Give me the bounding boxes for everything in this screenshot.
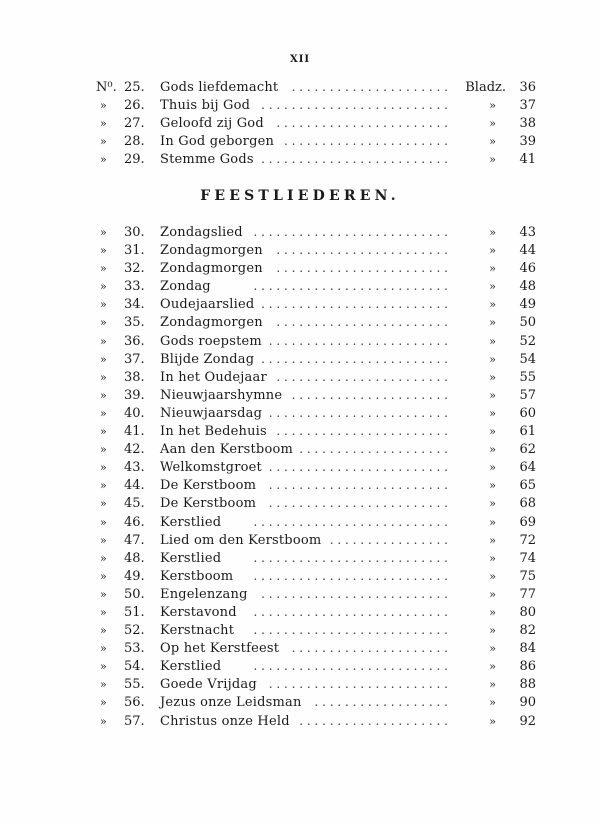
entry-number: 48.	[124, 550, 145, 566]
dot-leader-box	[256, 96, 448, 114]
page-prefix: »	[489, 226, 496, 239]
entry-marker: »	[100, 262, 107, 276]
toc-entry	[96, 585, 536, 603]
entry-title: Geloofd zij God	[160, 116, 264, 132]
dot-leader-box	[285, 639, 448, 657]
dot-leader-box	[327, 531, 448, 549]
page-prefix: »	[489, 425, 496, 439]
entry-title: Lied om den Kerstboom	[160, 532, 322, 548]
dot-leader: . . . . . . . . . . . . . . . . . . . . . . . . .	[261, 98, 448, 113]
entry-number: 26.	[124, 98, 145, 114]
dot-leader: . . . . . . . . . . . . . . . . . . . . . . . . . .	[253, 279, 448, 294]
dot-leader-box	[227, 549, 448, 567]
page-prefix: »	[489, 533, 496, 547]
dot-leader-box	[262, 494, 448, 512]
entry-number: 29.	[124, 152, 145, 168]
entry-page: 52	[519, 333, 536, 349]
entry-page: 64	[519, 460, 536, 476]
dot-leader-box	[280, 132, 448, 150]
entry-title: Zondagmorgen	[160, 261, 263, 277]
toc-entry	[96, 675, 536, 693]
dot-leader: . . . . . . . . . . . . . . . . . . . . . . . . . .	[253, 568, 448, 583]
dot-leader-box	[240, 621, 448, 639]
entry-page: 46	[519, 261, 536, 277]
toc-entry	[96, 549, 536, 567]
dot-leader-box	[268, 458, 448, 476]
entry-page: 38	[519, 116, 536, 132]
entry-page: 61	[519, 424, 536, 440]
entry-page: 39	[519, 134, 536, 150]
entry-title: De Kerstboom	[160, 478, 257, 494]
entry-marker: »	[100, 425, 107, 439]
dot-leader-box	[227, 657, 448, 675]
entry-title: Kerstlied	[160, 514, 222, 530]
entry-page: 72	[519, 532, 536, 548]
entry-marker: »	[100, 334, 107, 348]
entry-title: Blijde Zondag	[160, 351, 255, 367]
entry-title: Kerstlied	[160, 550, 222, 566]
entry-number: 42.	[124, 442, 145, 458]
entry-page: 60	[519, 405, 536, 421]
entry-marker: »	[100, 370, 107, 384]
page-prefix: »	[489, 262, 496, 276]
toc-entry	[96, 350, 536, 368]
entry-page: 41	[519, 152, 536, 168]
entry-marker: »	[100, 551, 107, 565]
dot-leader-box	[269, 313, 448, 331]
page-prefix: »	[489, 678, 496, 692]
dot-leader: . . . . . . . . . . . . . . . . . . . . . . . . .	[261, 351, 448, 366]
dot-leader: . . . . . . . . . . . . . . . . . . . . . . .	[276, 369, 448, 384]
dot-leader-box	[239, 567, 448, 585]
dot-leader: . . . . . . . . . . . . . . . . . . . . . . .	[276, 315, 448, 330]
page-prefix: Bladz.	[465, 80, 506, 95]
toc-entry	[96, 277, 536, 295]
page-prefix: »	[489, 370, 496, 384]
entry-title: In God geborgen	[160, 134, 275, 150]
entry-number: 34.	[124, 297, 145, 313]
entry-marker: »	[100, 587, 107, 601]
entry-marker: »	[100, 678, 107, 692]
toc-entry	[96, 422, 536, 440]
dot-leader: . . . . . . . . . . . . . . . . . . . . . . . . .	[261, 586, 448, 601]
page-prefix: »	[489, 334, 496, 348]
entry-marker: »	[100, 605, 107, 619]
toc-entry	[96, 404, 536, 422]
entry-marker: »	[100, 515, 107, 529]
toc-list-feestliederen	[96, 223, 536, 730]
entry-marker: »	[100, 696, 107, 710]
page-prefix: »	[489, 551, 496, 565]
entry-title: Zondag	[160, 279, 211, 295]
dot-leader: . . . . . . . . . . . . . . . . . . . . . . .	[276, 243, 448, 258]
page-prefix: »	[489, 714, 496, 728]
entry-number: 44.	[124, 478, 145, 494]
dot-leader-box	[269, 259, 448, 277]
entry-marker: »	[100, 714, 107, 728]
page-prefix: »	[489, 642, 496, 656]
page-prefix: »	[489, 696, 496, 710]
entry-marker: »	[100, 388, 107, 402]
entry-marker: »	[100, 298, 107, 312]
entry-marker: »	[100, 244, 107, 258]
page-prefix: »	[489, 117, 496, 131]
entry-marker: »	[100, 153, 107, 167]
dot-leader-box	[296, 712, 448, 730]
page-prefix: »	[489, 280, 496, 294]
entry-title: Op het Kerstfeest	[160, 641, 280, 657]
dot-leader: . . . . . . . . . . . . . . . . . . . . . . . . .	[261, 297, 448, 312]
toc-entry	[96, 241, 536, 259]
entry-marker: »	[100, 352, 107, 366]
toc-entry	[96, 639, 536, 657]
dot-leader: . . . . . . . . . . . . . . . .	[329, 532, 448, 547]
entry-title: Aan den Kerstboom	[160, 442, 294, 458]
entry-marker: »	[100, 624, 107, 638]
dot-leader-box	[260, 350, 448, 368]
entry-number: 43.	[124, 460, 145, 476]
dot-leader: . . . . . . . . . . . . . . . . . . . . . .	[283, 134, 448, 149]
entry-number: 47.	[124, 532, 145, 548]
entry-marker: »	[100, 479, 107, 493]
dot-leader: . . . . . . . . . . . . . . . . . . . .	[299, 713, 448, 728]
page-prefix: »	[489, 479, 496, 493]
entry-number: 37.	[124, 351, 145, 367]
entry-title: Zondagmorgen	[160, 315, 263, 331]
entry-page: 49	[519, 297, 536, 313]
page-prefix: »	[489, 443, 496, 457]
page-prefix: »	[489, 244, 496, 258]
entry-marker: N⁰.	[96, 80, 117, 95]
entry-marker: »	[100, 99, 107, 113]
entry-page: 80	[519, 604, 536, 620]
dot-leader-box	[288, 386, 448, 404]
entry-marker: »	[100, 117, 107, 131]
page-prefix: »	[489, 461, 496, 475]
entry-title: Kerstnacht	[160, 623, 235, 639]
entry-title: Nieuwjaarshymne	[160, 387, 283, 403]
toc-list-top	[96, 78, 536, 168]
toc-entry	[96, 259, 536, 277]
entry-title: Thuis bij God	[160, 98, 251, 114]
entry-title: Oudejaarslied	[160, 297, 255, 313]
toc-entry	[96, 313, 536, 331]
entry-number: 53.	[124, 641, 145, 657]
entry-marker: »	[100, 280, 107, 294]
entry-marker: »	[100, 135, 107, 149]
entry-page: 88	[519, 677, 536, 693]
toc-entry	[96, 295, 536, 313]
dot-leader: . . . . . . . . . . . . . . . . . . . . . . . .	[268, 333, 448, 348]
dot-leader: . . . . . . . . . . . . . . . . . . . . . . .	[276, 424, 448, 439]
dot-leader: . . . . . . . . . . . . . . . . . . . . . . . . .	[261, 152, 448, 167]
entry-page: 50	[519, 315, 536, 331]
dot-leader-box	[270, 114, 448, 132]
toc-entry	[96, 96, 536, 114]
entry-number: 35.	[124, 315, 145, 331]
dot-leader-box	[260, 150, 448, 168]
toc-entry	[96, 223, 536, 241]
entry-page: 48	[519, 279, 536, 295]
entry-marker: »	[100, 660, 107, 674]
page-prefix: »	[489, 497, 496, 511]
entry-page: 69	[519, 514, 536, 530]
entry-number: 56.	[124, 695, 145, 711]
dot-leader-box	[268, 404, 448, 422]
dot-leader-box	[268, 332, 448, 350]
entry-number: 25.	[124, 80, 145, 95]
dot-leader: . . . . . . . . . . . . . . . . . . . . .	[291, 80, 448, 94]
dot-leader: . . . . . . . . . . . . . . . . . . . . . . . .	[268, 460, 448, 475]
entry-page: 90	[519, 695, 536, 711]
entry-number: 33.	[124, 279, 145, 295]
dot-leader: . . . . . . . . . . . . . . . . . . . . . . . .	[268, 677, 448, 692]
toc-entry	[96, 513, 536, 531]
entry-page: 37	[519, 98, 536, 114]
dot-leader: . . . . . . . . . . . . . . . . . . . . . . . . . .	[253, 514, 448, 529]
dot-leader: . . . . . . . . . . . . . . . . . . . . .	[291, 387, 448, 402]
dot-leader-box	[262, 476, 448, 494]
dot-leader: . . . . . . . . . . . . . . . . . . . . . . .	[276, 261, 448, 276]
entry-number: 49.	[124, 568, 145, 584]
entry-page: 86	[519, 659, 536, 675]
dot-leader: . . . . . . . . . . . . . . . . . . . . .	[291, 641, 448, 656]
page-prefix: »	[489, 406, 496, 420]
entry-marker: »	[100, 461, 107, 475]
toc-entry	[96, 567, 536, 585]
entry-page: 74	[519, 550, 536, 566]
entry-page: 65	[519, 478, 536, 494]
page-prefix: »	[489, 624, 496, 638]
page-prefix: »	[489, 135, 496, 149]
entry-number: 50.	[124, 586, 145, 602]
dot-leader-box	[260, 295, 448, 313]
entry-page: 55	[519, 369, 536, 385]
entry-marker: »	[100, 533, 107, 547]
dot-leader: . . . . . . . . . . . . . . . . . . . . . . . .	[268, 405, 448, 420]
dot-leader: . . . . . . . . . . . . . . . . . . . . . . . . . .	[253, 604, 448, 619]
dot-leader-box	[299, 440, 448, 458]
entry-page: 82	[519, 623, 536, 639]
toc-entry	[96, 368, 536, 386]
entry-marker: »	[100, 316, 107, 330]
entry-number: 51.	[124, 604, 145, 620]
dot-leader-box	[308, 693, 448, 711]
entry-title: In het Bedehuis	[160, 424, 267, 440]
page-prefix: »	[489, 99, 496, 113]
page-number: XII	[289, 54, 311, 65]
entry-number: 28.	[124, 134, 145, 150]
toc-entry	[96, 78, 536, 96]
dot-leader-box	[269, 241, 448, 259]
entry-page: 75	[519, 568, 536, 584]
page-prefix: »	[489, 316, 496, 330]
entry-title: Nieuwjaarsdag	[160, 405, 263, 421]
toc-entry	[96, 114, 536, 132]
entry-page: 92	[519, 713, 536, 729]
toc-entry	[96, 150, 536, 168]
entry-number: 31.	[124, 243, 145, 259]
entry-marker: »	[100, 406, 107, 420]
entry-page: 36	[519, 80, 536, 95]
section-title: FEESTLIEDEREN.	[200, 188, 400, 204]
page-prefix: »	[489, 660, 496, 674]
toc-entry	[96, 332, 536, 350]
entry-number: 54.	[124, 659, 145, 675]
entry-number: 41.	[124, 424, 145, 440]
entry-marker: »	[100, 443, 107, 457]
dot-leader: . . . . . . . . . . . . . . . . . . . . . . . . . .	[253, 659, 448, 674]
toc-entry	[96, 621, 536, 639]
toc-entry	[96, 657, 536, 675]
toc-entry	[96, 132, 536, 150]
entry-marker: »	[100, 569, 107, 583]
entry-number: 55.	[124, 677, 145, 693]
entry-title: Kerstavond	[160, 604, 237, 620]
toc-entry	[96, 440, 536, 458]
entry-title: Stemme Gods	[160, 152, 254, 168]
entry-title: Gods liefdemacht	[160, 80, 279, 95]
toc-entry	[96, 603, 536, 621]
dot-leader-box	[284, 78, 448, 96]
entry-page: 68	[519, 496, 536, 512]
entry-number: 40.	[124, 405, 145, 421]
page-prefix: »	[489, 605, 496, 619]
toc-entry	[96, 386, 536, 404]
entry-page: 57	[519, 387, 536, 403]
dot-leader-box	[263, 675, 448, 693]
page-prefix: »	[489, 388, 496, 402]
entry-page: 84	[519, 641, 536, 657]
toc-entry	[96, 531, 536, 549]
page-prefix: »	[489, 587, 496, 601]
toc-entry	[96, 494, 536, 512]
dot-leader-box	[243, 603, 448, 621]
entry-title: Engelenzang	[160, 586, 248, 602]
dot-leader: . . . . . . . . . . . . . . . . . . . . . . . . . .	[253, 225, 448, 239]
entry-title: Gods roepstem	[160, 333, 262, 349]
entry-title: Kerstboom	[160, 568, 234, 584]
dot-leader-box	[217, 277, 448, 295]
page-prefix: »	[489, 515, 496, 529]
toc-entry	[96, 712, 536, 730]
dot-leader: . . . . . . . . . . . . . . . . . . . . . . . .	[268, 478, 448, 493]
entry-title: Kerstlied	[160, 659, 222, 675]
entry-marker: »	[100, 226, 107, 239]
entry-title: In het Oudejaar	[160, 369, 267, 385]
toc-entry	[96, 693, 536, 711]
page-prefix: »	[489, 352, 496, 366]
entry-number: 36.	[124, 333, 145, 349]
dot-leader: . . . . . . . . . . . . . . . . . . . .	[299, 442, 448, 457]
dot-leader: . . . . . . . . . . . . . . . . . . . . . . . . . .	[253, 550, 448, 565]
page-prefix: »	[489, 569, 496, 583]
dot-leader-box	[227, 513, 448, 531]
entry-page: 62	[519, 442, 536, 458]
entry-page: 54	[519, 351, 536, 367]
entry-number: 30.	[124, 225, 145, 240]
dot-leader: . . . . . . . . . . . . . . . . . . . . . . .	[276, 116, 448, 131]
entry-number: 38.	[124, 369, 145, 385]
entry-title: Christus onze Held	[160, 713, 290, 729]
entry-page: 77	[519, 586, 536, 602]
entry-page: 44	[519, 243, 536, 259]
dot-leader-box	[249, 223, 448, 241]
entry-number: 57.	[124, 713, 145, 729]
dot-leader: . . . . . . . . . . . . . . . . . .	[314, 695, 448, 710]
entry-title: Zondagslied	[160, 225, 243, 240]
toc-entry	[96, 458, 536, 476]
entry-title: Jezus onze Leidsman	[160, 695, 302, 711]
entry-number: 32.	[124, 261, 145, 277]
entry-title: Welkomstgroet	[160, 460, 262, 476]
entry-marker: »	[100, 642, 107, 656]
toc-entry	[96, 476, 536, 494]
entry-title: Zondagmorgen	[160, 243, 263, 259]
entry-title: De Kerstboom	[160, 496, 257, 512]
entry-number: 39.	[124, 387, 145, 403]
dot-leader: . . . . . . . . . . . . . . . . . . . . . . . . . .	[253, 623, 448, 638]
page-prefix: »	[489, 298, 496, 312]
entry-page: 43	[519, 225, 536, 240]
entry-title: Goede Vrijdag	[160, 677, 257, 693]
entry-number: 27.	[124, 116, 145, 132]
dot-leader-box	[273, 368, 448, 386]
dot-leader-box	[273, 422, 448, 440]
entry-number: 46.	[124, 514, 145, 530]
dot-leader: . . . . . . . . . . . . . . . . . . . . . . . .	[268, 496, 448, 511]
dot-leader-box	[254, 585, 448, 603]
page-prefix: »	[489, 153, 496, 167]
entry-number: 52.	[124, 623, 145, 639]
entry-number: 45.	[124, 496, 145, 512]
entry-marker: »	[100, 497, 107, 511]
